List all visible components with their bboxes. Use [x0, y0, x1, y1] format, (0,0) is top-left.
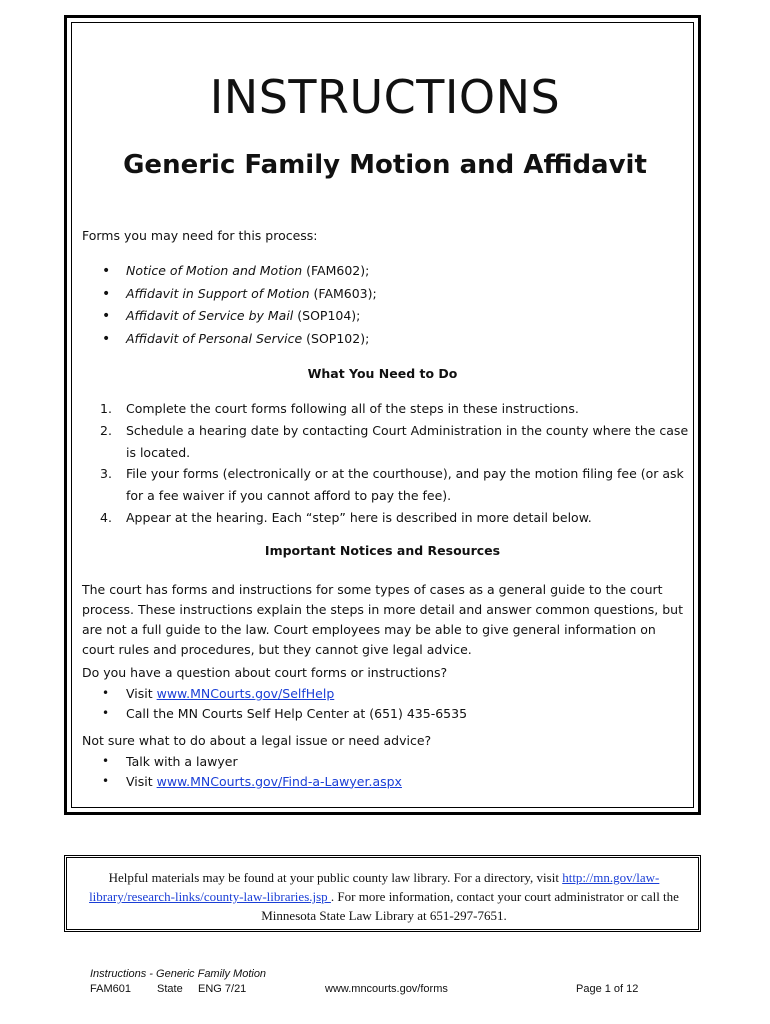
footer-language-date: ENG 7/21 [198, 983, 247, 995]
list-item [100, 704, 467, 724]
list-item [100, 420, 695, 464]
list-item [100, 283, 377, 306]
step-text: Complete the court forms following all of the steps in these instructions. [126, 401, 579, 416]
form-code: (SOP104); [293, 308, 361, 324]
help-prefix: Helpful materials may be found at your public county law library. For a directory, visit [108, 870, 563, 885]
list-item [100, 398, 695, 420]
step-text: Appear at the hearing. Each “step” here is described in more detail below. [126, 509, 592, 525]
help-suffix: . For more information, contact your court administrator or call the Minnesota State Law Library at 651-297-7651. [261, 889, 679, 923]
list-item [100, 772, 402, 792]
form-name: Affidavit in Support of Motion [126, 285, 310, 301]
step-number: 4. [100, 509, 112, 525]
step-number: 2. [100, 422, 112, 438]
legal-list [100, 752, 402, 791]
footer-form-code: FAM601 [90, 983, 131, 995]
form-code: (SOP102); [302, 330, 370, 346]
list-item [100, 260, 377, 283]
visit-prefix: Visit [126, 773, 157, 789]
what-to-do-heading: What You Need to Do [307, 366, 458, 381]
form-name: Affidavit of Service by Mail [126, 308, 294, 324]
visit-prefix: Visit [126, 686, 157, 701]
notices-paragraph: The court has forms and instructions for some types of cases as a general guide to the court process. These instructions explain the steps in more detail and answer common questions, but are not a full guide to the law. Court employees may be able to give general information on court rules and procedures, but they cannot give legal advice. [82, 582, 683, 657]
page-title: INSTRUCTIONS [209, 70, 561, 124]
question-intro: Do you have a question about court forms or instructions? [82, 665, 448, 680]
list-item [100, 507, 695, 529]
question-list [100, 684, 467, 723]
forms-intro: Forms you may need for this process: [82, 228, 318, 243]
help-text [74, 868, 694, 925]
form-name: Notice of Motion and Motion [126, 263, 303, 278]
footer-title: Instructions - Generic Family Motion [90, 968, 267, 980]
legal-intro: Not sure what to do about a legal issue or need advice? [82, 733, 432, 748]
list-item [100, 328, 377, 351]
step-number: 3. [100, 466, 112, 482]
lawyer-text: Talk with a lawyer [126, 754, 238, 769]
steps-list [100, 398, 695, 529]
forms-list [100, 260, 377, 350]
form-name: Affidavit of Personal Service [126, 330, 303, 346]
list-item [100, 684, 467, 704]
call-text: Call the MN Courts Self Help Center at (651) 435-6535 [126, 705, 468, 721]
form-code: (FAM602); [302, 263, 370, 278]
footer-url: www.mncourts.gov/forms [325, 983, 448, 995]
footer-state: State [157, 983, 183, 995]
footer-page-number: Page 1 of 12 [576, 983, 639, 995]
list-item [100, 752, 402, 772]
form-code: (FAM603); [309, 285, 377, 301]
step-text: Schedule a hearing date by contacting Court Administration in the county where the case is located. [126, 422, 689, 460]
step-number: 1. [100, 401, 112, 416]
notices-heading: Important Notices and Resources [264, 543, 501, 558]
self-help-link[interactable]: www.MNCourts.gov/SelfHelp [156, 686, 335, 701]
step-text: File your forms (electronically or at the courthouse), and pay the motion filing fee (or ask for a fee waiver if you cannot afford to pay the fee). [126, 466, 684, 504]
list-item [100, 305, 377, 328]
list-item [100, 463, 695, 507]
law-library-link[interactable]: http://mn.gov/law-library/research-links/county-law-libraries.jsp [89, 870, 660, 904]
find-a-lawyer-link[interactable]: www.MNCourts.gov/Find-a-Lawyer.aspx [156, 773, 402, 789]
page-subtitle: Generic Family Motion and Affidavit [123, 150, 647, 180]
